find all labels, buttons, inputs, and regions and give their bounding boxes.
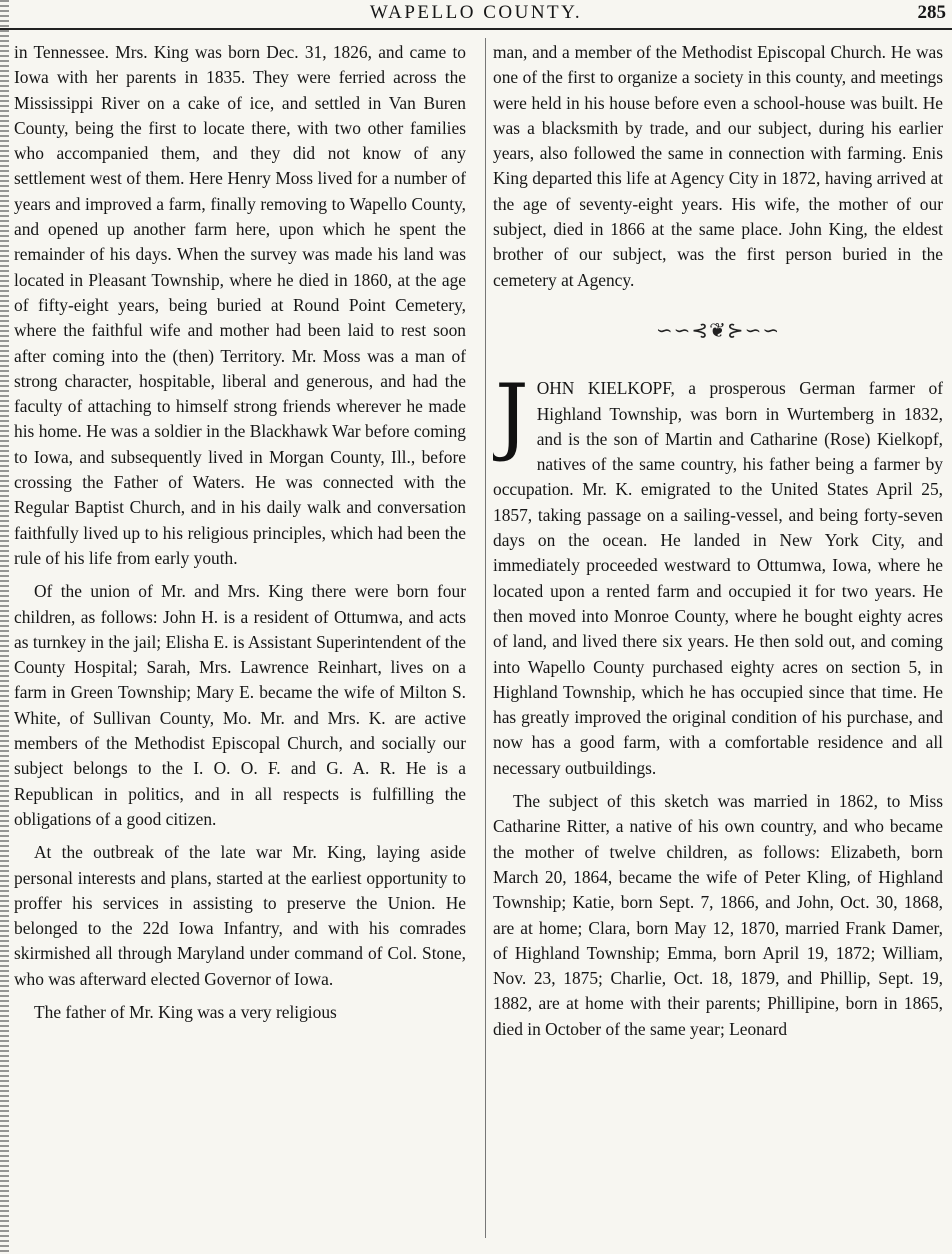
paragraph: The father of Mr. King was a very religious: [34, 1001, 337, 1022]
binding-edge: [0, 0, 9, 1254]
column-separator: [485, 38, 486, 1238]
paragraph: The subject of this sketch was married in 1862, to Miss Catharine Ritter, a native of his own country, and who became the mother of twelve children, as follows: Elizabeth, born March 20, 1864, became the wife of Peter Kling, of Highland Township; Katie, born Sept. 7, 1866, and John, Oct. 30, 1868, are at home; Clara, born May 12, 1870, married Frank Damer, of Highland Township; Emma, born April 19, 1872; William, Nov. 23, 1875; Charlie, Oct. 18, 1879, and Phillip, Sept. 19, 1882, are at home with their parents; Phillipine, born in 1865, died in October of the same year; Leonard: [493, 791, 943, 1039]
biography-paragraph: [493, 366, 943, 781]
paragraph: At the outbreak of the late war Mr. King, laying aside personal interests and plans, started at the earliest opportunity to proffer his services in assisting to preserve the Union. He belonged to the 22d Iowa Infantry, and with his comrades skirmished all through Maryland under command of Col. Stone, who was afterward elected Governor of Iowa.: [14, 842, 466, 989]
page-header: [0, 0, 952, 30]
section-ornament: ∽∽⊰❦⊱∽∽: [655, 319, 781, 342]
page-number: 285: [917, 2, 946, 23]
biography-text: OHN KIELKOPF, a prosperous German farmer of Highland Township, was born in Wurtemberg in 1832, and is the son of Martin and Catharine (Rose) Kielkopf, natives of the same country, his father being a farmer by occupation. Mr. K. emigrated to the United States April 25, 1857, taking passage on a sailing-vessel, and being forty-seven days on the ocean. He landed in New York City, and immediately proceeded westward to Ottumwa, Iowa, where he located upon a rented farm and occupied it for two years. He then moved into Monroe County, where he bought eighty acres of land, and lived there six years. He then sold out, and coming into Wapello County purchased eighty acres on section 5, in Highland Township, which he has occupied since that time. He has greatly improved the original condition of his purchase, and now has a good farm, with a comfortable residence and all necessary outbuildings.: [493, 378, 943, 778]
paragraph: man, and a member of the Methodist Episcopal Church. He was one of the first to organize a society in this county, and meetings were held in his house before even a school-house was built. He was a blacksmith by trade, and our subject, during his earlier years, also followed the same in connection with farming. Enis King departed this life at Agency City in 1872, having arrived at the age of seventy-eight years. His wife, the mother of our subject, died in 1866 at the same place. John King, the eldest brother of our subject, was the first person buried in the cemetery at Agency.: [493, 42, 943, 290]
right-column: [493, 40, 943, 1250]
header-rule: [0, 28, 952, 30]
paragraph: in Tennessee. Mrs. King was born Dec. 31, 1826, and came to Iowa with her parents in 1835. They were ferried across the Mississippi River on a cake of ice, and settled in Van Buren County, being the first to locate there, with two other families who accompanied them, and they did not know of any settlement west of them. Here Henry Moss lived for a number of years and improved a farm, finally removing to Wapello County, and opened up another farm here, upon which he spent the remainder of his days. When the survey was made his land was located in Pleasant Township, where he died in 1860, at the age of fifty-eight years, being buried at Round Point Cemetery, where the faithful wife and mother had been laid to rest soon after coming into the (then) Territory. Mr. Moss was a man of strong character, hospitable, liberal and generous, and had the faculty of attaching to himself strong friends wherever he made his home. He was a soldier in the Blackhawk War before coming to Iowa, and subsequently lived in Morgan County, Ill., before crossing the Father of Waters. He was connected with the Regular Baptist Church, and in his daily walk and conversation faithfully lived up to his religious principles, which had been the rule of his life from early youth.: [14, 42, 466, 568]
left-column: [14, 40, 466, 1250]
paragraph: Of the union of Mr. and Mrs. King there were born four children, as follows: John H. is a resident of Ottumwa, and acts as turnkey in the jail; Elisha E. is Assistant Superintendent of the County Hospital; Sarah, Mrs. Lawrence Reinhart, lives on a farm in Green Township; Mary E. became the wife of Milton S. White, of Sullivan County, Mo. Mr. and Mrs. K. are active members of the Methodist Episcopal Church, and socially our subject belongs to the I. O. O. F. and G. A. R. He is a Republican in politics, and in all respects is fulfilling the obligations of a good citizen.: [14, 581, 466, 829]
drop-cap: J: [495, 366, 529, 465]
running-head: WAPELLO COUNTY.: [369, 2, 583, 23]
